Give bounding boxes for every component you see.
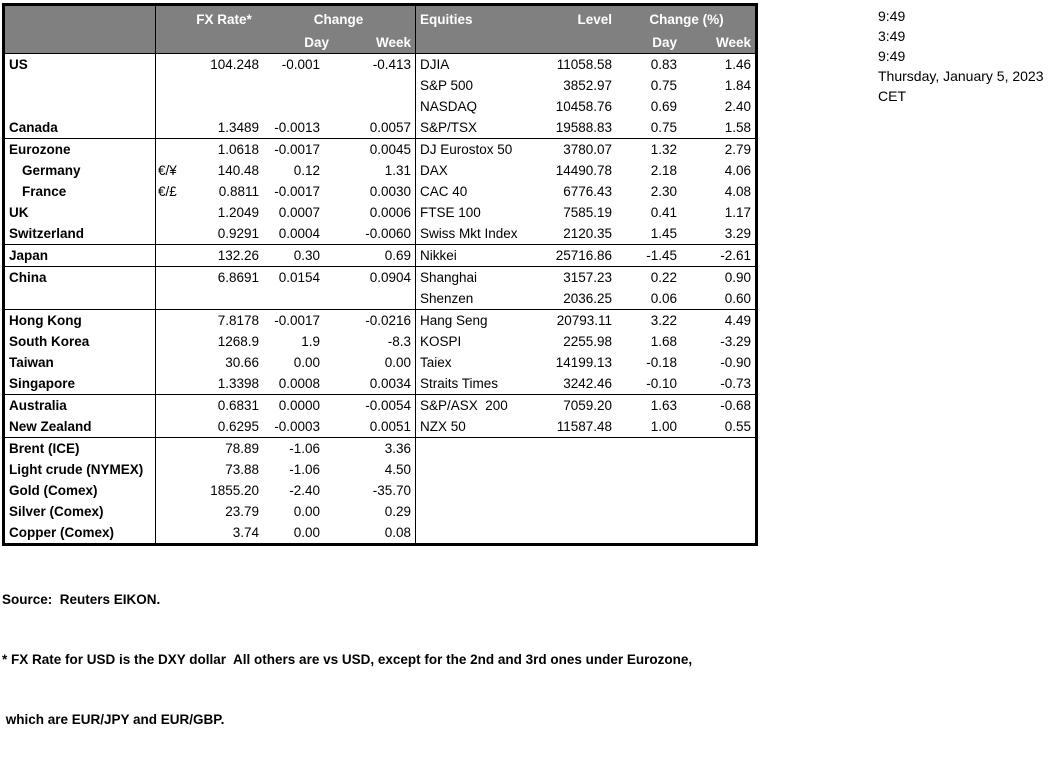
table-row — [5, 522, 755, 543]
equity-name-cell: Shanghai — [420, 270, 478, 285]
fx-week-change-cell: 0.08 — [332, 522, 416, 543]
fx-rate-cell: 140.48 — [217, 163, 259, 178]
fx-week-change-cell: -35.70 — [332, 480, 416, 501]
header-row-2 — [5, 32, 755, 53]
header-change: Change — [262, 6, 416, 32]
fx-day-change-cell: 0.0004 — [278, 226, 320, 241]
country-cell: Japan — [5, 245, 156, 266]
fx-week-change-cell: 0.29 — [332, 501, 416, 522]
table-group — [5, 310, 755, 395]
equity-name-cell: Hang Seng — [420, 313, 488, 328]
fx-week-change-cell: 0.0034 — [332, 373, 416, 394]
header-spacer — [156, 6, 186, 32]
country-cell: Eurozone — [5, 139, 156, 160]
fx-day-change-cell: 0.0007 — [278, 205, 320, 220]
equity-week-change-cell: -0.68 — [720, 398, 751, 413]
fx-rate-cell: 1855.20 — [210, 483, 259, 498]
fx-rate-cell: 1268.9 — [217, 334, 259, 349]
timestamp-2: 3:49 — [878, 28, 906, 44]
equity-level-cell: 10458.76 — [555, 99, 612, 114]
fx-week-change-cell — [332, 288, 416, 309]
equity-level-cell: 20793.11 — [556, 313, 612, 328]
country-cell — [5, 288, 156, 309]
equity-level-cell: 11058.58 — [556, 57, 612, 72]
equity-level-cell: 3780.07 — [563, 142, 612, 157]
equity-week-change-cell: 2.40 — [724, 99, 751, 114]
equity-week-change-cell: 0.90 — [724, 270, 751, 285]
table-row — [5, 96, 755, 117]
source-line: Source: Reuters EIKON. — [2, 592, 161, 607]
equity-day-change-cell: 3.22 — [650, 313, 677, 328]
country-cell: Canada — [5, 117, 156, 138]
country-cell: Singapore — [5, 373, 156, 394]
table-row — [5, 202, 755, 223]
country-cell: Copper (Comex) — [5, 522, 156, 543]
fx-day-change-cell: -0.0017 — [274, 142, 320, 157]
fx-week-change-cell: 0.00 — [332, 352, 416, 373]
fx-rate-cell: 0.8811 — [218, 184, 259, 199]
header-day-eq: Day — [652, 35, 677, 50]
fx-week-change-cell: -0.413 — [332, 54, 416, 75]
equity-week-change-cell: 4.06 — [724, 163, 751, 178]
fx-week-change-cell: 0.69 — [332, 245, 416, 266]
fx-week-change-cell: -0.0060 — [332, 223, 416, 244]
equity-week-change-cell: 0.60 — [724, 291, 751, 306]
table-row — [5, 459, 755, 480]
fx-day-change-cell: -2.40 — [289, 483, 320, 498]
fx-rate-cell: 104.248 — [210, 57, 259, 72]
fx-rate-cell: 1.2049 — [217, 205, 259, 220]
equity-name-cell: DJ Eurostox 50 — [420, 142, 513, 157]
equity-week-change-cell: 3.29 — [724, 226, 751, 241]
equity-day-change-cell: 0.22 — [650, 270, 677, 285]
equity-name-cell: NASDAQ — [420, 99, 478, 114]
table-row — [5, 117, 755, 138]
table-row — [5, 480, 755, 501]
equity-name-cell: DJIA — [420, 57, 450, 72]
fx-day-change-cell: -1.06 — [289, 441, 320, 456]
fx-week-change-cell — [332, 75, 416, 96]
table-row — [5, 223, 755, 244]
fx-day-change-cell: -0.0017 — [274, 184, 320, 199]
country-cell: Light crude (NYMEX) — [5, 459, 156, 480]
footnote-line-1: * FX Rate for USD is the DXY dollar All others are vs USD, except for the 2nd and 3rd ones under Eurozone, — [2, 652, 693, 667]
equity-day-change-cell: 0.75 — [650, 78, 677, 93]
header-corner-cell — [5, 6, 156, 32]
equity-day-change-cell: 0.06 — [650, 291, 677, 306]
equity-day-change-cell: -1.45 — [646, 248, 677, 263]
table-and-notes — [2, 3, 758, 770]
fx-week-change-cell: 1.31 — [332, 160, 416, 181]
equity-day-change-cell: 2.30 — [650, 184, 677, 199]
equity-level-cell: 2036.25 — [563, 291, 612, 306]
equity-week-change-cell: -0.73 — [720, 376, 751, 391]
equity-name-cell: CAC 40 — [420, 184, 468, 199]
equity-name-cell: KOSPI — [420, 334, 462, 349]
fx-rate-cell: 1.0618 — [217, 142, 259, 157]
fx-day-change-cell: 0.30 — [293, 248, 320, 263]
equity-name-cell: DAX — [420, 163, 448, 178]
equity-day-change-cell: 0.69 — [650, 99, 677, 114]
equity-name-cell: S&P 500 — [420, 78, 474, 93]
equity-week-change-cell: 1.58 — [724, 120, 751, 135]
table-row — [5, 352, 755, 373]
footnotes — [2, 550, 758, 770]
timestamp-1: 9:49 — [878, 8, 906, 24]
equity-day-change-cell: 0.83 — [650, 57, 677, 72]
equity-week-change-cell: 1.84 — [724, 78, 751, 93]
equity-level-cell: 2255.98 — [563, 334, 612, 349]
equity-day-change-cell: -0.18 — [646, 355, 677, 370]
country-cell: Australia — [5, 395, 156, 416]
table-group — [5, 54, 755, 139]
table-row — [5, 54, 755, 75]
equity-day-change-cell: 0.75 — [650, 120, 677, 135]
header-spacer-3 — [416, 32, 618, 53]
country-cell: UK — [5, 202, 156, 223]
fx-week-change-cell: -0.0054 — [332, 395, 416, 416]
country-cell: South Korea — [5, 331, 156, 352]
table-row — [5, 288, 755, 309]
equity-name-cell: FTSE 100 — [420, 205, 481, 220]
fx-rate-cell: 1.3489 — [217, 120, 259, 135]
equity-week-change-cell: -2.61 — [720, 248, 751, 263]
equity-level-cell: 3852.97 — [563, 78, 612, 93]
table-row — [5, 501, 755, 522]
footnote-line-2: which are EUR/JPY and EUR/GBP. — [2, 712, 225, 727]
country-cell: Hong Kong — [5, 310, 156, 331]
fx-rate-cell: 23.79 — [225, 504, 259, 519]
fx-day-change-cell: 0.0000 — [278, 398, 320, 413]
table-row — [5, 331, 755, 352]
fx-week-change-cell — [332, 96, 416, 117]
equity-level-cell: 7585.19 — [563, 205, 612, 220]
equity-level-cell: 14199.13 — [555, 355, 612, 370]
equity-week-change-cell: -0.90 — [720, 355, 751, 370]
fx-week-change-cell: 0.0904 — [332, 267, 416, 288]
equity-name-cell: NZX 50 — [420, 419, 466, 434]
table-group — [5, 245, 755, 267]
equity-level-cell: 19588.83 — [555, 120, 612, 135]
fx-rate-cell: 3.74 — [232, 525, 259, 540]
fx-rate-cell: 7.8178 — [217, 313, 259, 328]
country-cell: Brent (ICE) — [5, 438, 156, 459]
equity-week-change-cell: 2.79 — [724, 142, 751, 157]
equity-week-change-cell: 4.49 — [724, 313, 751, 328]
currency-pair-cell: €/¥ — [158, 163, 177, 178]
fx-day-change-cell: -1.06 — [289, 462, 320, 477]
equity-week-change-cell: 4.08 — [724, 184, 751, 199]
country-cell — [5, 96, 156, 117]
equity-name-cell: S&P/ASX 200 — [420, 398, 508, 413]
equity-level-cell: 14490.78 — [555, 163, 612, 178]
table-header — [5, 6, 755, 54]
equity-day-change-cell: 1.63 — [650, 398, 677, 413]
country-cell — [5, 75, 156, 96]
fx-rate-cell: 1.3398 — [217, 376, 259, 391]
table-row — [5, 245, 755, 266]
equity-day-change-cell: 1.45 — [650, 226, 677, 241]
equity-level-cell: 3157.23 — [563, 270, 612, 285]
equity-day-change-cell: -0.10 — [646, 376, 677, 391]
fx-day-change-cell: 1.9 — [301, 334, 320, 349]
country-cell: New Zealand — [5, 416, 156, 437]
equity-name-cell: Shenzen — [420, 291, 474, 306]
fx-week-change-cell: 3.36 — [332, 438, 416, 459]
header-row-1 — [5, 6, 755, 32]
equity-day-change-cell: 1.68 — [650, 334, 677, 349]
market-data-table — [2, 3, 758, 546]
header-week-eq: Week — [715, 35, 751, 50]
fx-day-change-cell: 0.00 — [293, 525, 320, 540]
table-row — [5, 160, 755, 181]
equity-level-cell: 2120.35 — [563, 226, 612, 241]
header-change-pct: Change (%) — [649, 11, 724, 27]
country-cell: France — [5, 181, 156, 202]
fx-week-change-cell: -0.0216 — [332, 310, 416, 331]
country-cell: Silver (Comex) — [5, 501, 156, 522]
equity-level-cell: 25716.86 — [555, 248, 612, 263]
fx-week-change-cell: 4.50 — [332, 459, 416, 480]
fx-day-change-cell: 0.00 — [293, 355, 320, 370]
equity-week-change-cell: -3.29 — [720, 334, 751, 349]
equity-level-cell: 7059.20 — [563, 398, 612, 413]
fx-day-change-cell: -0.0013 — [274, 120, 320, 135]
fx-day-change-cell: -0.0003 — [274, 419, 320, 434]
equity-level-cell: 3242.46 — [563, 376, 612, 391]
equity-day-change-cell: 0.41 — [650, 205, 677, 220]
fx-day-change-cell: -0.0017 — [274, 313, 320, 328]
date-line: Thursday, January 5, 2023 — [878, 68, 1044, 84]
table-row — [5, 310, 755, 331]
table-row — [5, 373, 755, 394]
fx-rate-cell: 0.9291 — [217, 226, 259, 241]
table-row — [5, 438, 755, 459]
country-cell: US — [5, 54, 156, 75]
fx-rate-cell: 73.88 — [225, 462, 259, 477]
equity-week-change-cell: 0.55 — [724, 419, 751, 434]
table-row — [5, 75, 755, 96]
fx-week-change-cell: 0.0006 — [332, 202, 416, 223]
country-cell: Switzerland — [5, 223, 156, 244]
equity-name-cell: Taiex — [420, 355, 452, 370]
equity-name-cell: S&P/TSX — [420, 120, 478, 135]
equity-day-change-cell: 2.18 — [650, 163, 677, 178]
header-corner-cell-2 — [5, 32, 156, 53]
timestamp-block — [878, 6, 1044, 106]
timestamp-3: 9:49 — [878, 48, 906, 64]
timezone-line: CET — [878, 88, 906, 104]
table-group — [5, 438, 755, 543]
fx-day-change-cell: 0.12 — [293, 163, 320, 178]
fx-week-change-cell: -8.3 — [332, 331, 416, 352]
header-day-fx: Day — [304, 35, 329, 50]
fx-week-change-cell: 0.0057 — [332, 117, 416, 138]
table-body — [5, 54, 755, 543]
table-group — [5, 139, 755, 245]
equity-week-change-cell: 1.17 — [724, 205, 751, 220]
fx-rate-cell: 30.66 — [225, 355, 259, 370]
fx-day-change-cell: 0.0008 — [278, 376, 320, 391]
header-spacer-2 — [156, 32, 262, 53]
header-fx-rate: FX Rate* — [196, 11, 252, 27]
equity-name-cell: Straits Times — [420, 376, 499, 391]
equity-week-change-cell: 1.46 — [724, 57, 751, 72]
country-cell: China — [5, 267, 156, 288]
country-cell: Germany — [5, 160, 156, 181]
fx-day-change-cell: 0.0154 — [278, 270, 320, 285]
fx-week-change-cell: 0.0051 — [332, 416, 416, 437]
country-cell: Taiwan — [5, 352, 156, 373]
fx-rate-cell: 6.8691 — [217, 270, 259, 285]
equity-day-change-cell: 1.00 — [650, 419, 677, 434]
fx-week-change-cell: 0.0045 — [332, 139, 416, 160]
country-cell: Gold (Comex) — [5, 480, 156, 501]
table-group — [5, 267, 755, 310]
fx-rate-cell: 132.26 — [217, 248, 259, 263]
header-level: Level — [577, 11, 612, 27]
header-equities: Equities — [420, 11, 473, 27]
fx-rate-cell: 0.6295 — [217, 419, 259, 434]
fx-week-change-cell: 0.0030 — [332, 181, 416, 202]
header-week-fx: Week — [332, 32, 416, 53]
currency-pair-cell: €/£ — [158, 184, 177, 199]
fx-rate-cell: 78.89 — [225, 441, 259, 456]
equity-level-cell: 6776.43 — [563, 184, 612, 199]
equity-name-cell: Swiss Mkt Index — [420, 226, 518, 241]
table-row — [5, 416, 755, 437]
fx-day-change-cell: -0.001 — [281, 57, 320, 72]
fx-rate-cell: 0.6831 — [217, 398, 259, 413]
fx-day-change-cell: 0.00 — [293, 504, 320, 519]
table-row — [5, 181, 755, 202]
equity-name-cell: Nikkei — [420, 248, 457, 263]
table-row — [5, 139, 755, 160]
table-group — [5, 395, 755, 438]
table-row — [5, 395, 755, 416]
equity-day-change-cell: 1.32 — [650, 142, 677, 157]
equity-level-cell: 11587.48 — [556, 419, 612, 434]
table-row — [5, 267, 755, 288]
